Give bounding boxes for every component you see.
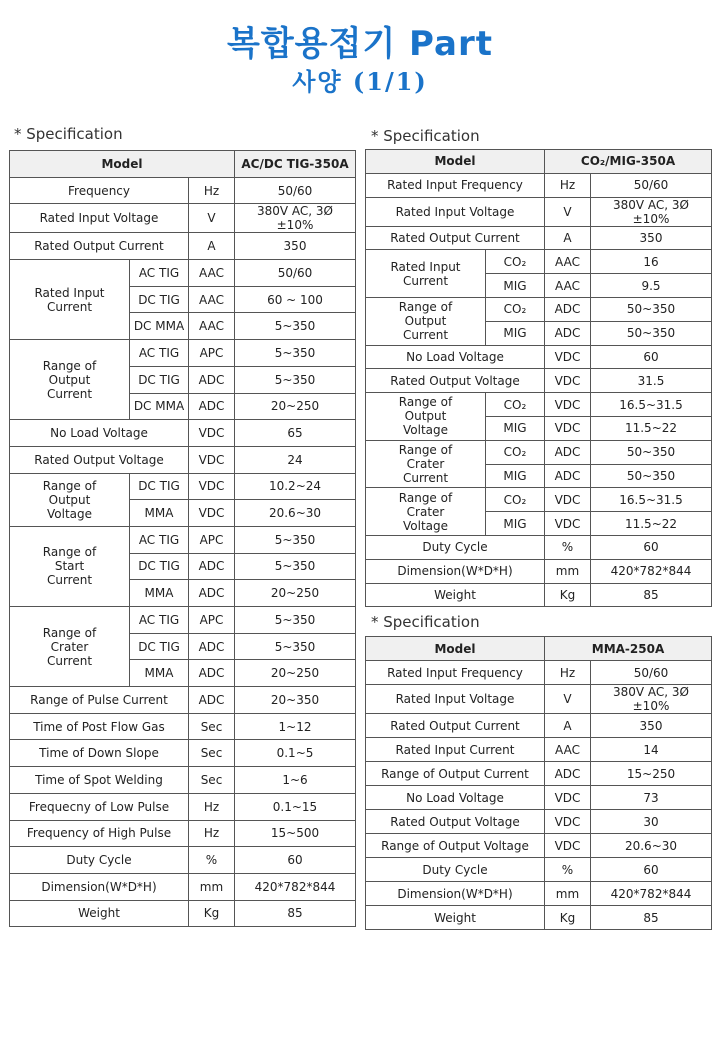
spec-value: 85 [235,900,356,927]
spec-mode: CO₂ [486,297,545,321]
spec-group-name: Range of Crater Current [10,607,130,687]
spec-name: Range of Pulse Current [10,687,189,714]
spec-name: Time of Down Slope [10,740,189,767]
table-row [10,820,356,847]
spec-mode: MIG [486,321,545,345]
spec-unit: A [545,714,591,738]
spec-name: Frequecny of Low Pulse [10,793,189,820]
table-row [10,526,356,553]
table-row [10,687,356,714]
table-row [366,297,712,321]
spec-value: 14 [591,738,712,762]
spec-name: Duty Cycle [366,858,545,882]
table-header-row [10,151,356,178]
spec-unit: Hz [189,820,235,847]
spec-mode: MIG [486,512,545,536]
model-value: AC/DC TIG-350A [235,151,356,178]
spec-value: 15~500 [235,820,356,847]
spec-unit: A [189,233,235,260]
table-row [10,340,356,367]
spec-value: 5~350 [235,313,356,340]
spec-unit: V [189,204,235,233]
table-row [366,369,712,393]
spec-value: 50~350 [591,321,712,345]
spec-value: 60 [591,858,712,882]
model-label: Model [366,150,545,174]
table-row [10,233,356,260]
spec-label-2: * Specification [371,127,480,145]
spec-value: 380V AC, 3Ø ±10% [235,204,356,233]
spec-unit: VDC [545,393,591,417]
table-row [10,873,356,900]
spec-table-mma [365,636,712,930]
table-row [366,685,712,714]
table-header-row [366,150,712,174]
spec-value: 24 [235,446,356,473]
spec-name: Rated Input Current [366,738,545,762]
spec-value: 1~12 [235,713,356,740]
spec-value: 380V AC, 3Ø ±10% [591,685,712,714]
table-row [366,393,712,417]
spec-unit: mm [545,882,591,906]
spec-unit: Hz [189,177,235,204]
spec-unit: VDC [545,834,591,858]
spec-value: 0.1~15 [235,793,356,820]
spec-unit: APC [189,340,235,367]
spec-mode: AC TIG [130,526,189,553]
table-row [366,762,712,786]
spec-unit: ADC [545,297,591,321]
spec-name: Time of Post Flow Gas [10,713,189,740]
spec-value: 350 [591,714,712,738]
table-row [10,847,356,874]
spec-mode: AC TIG [130,260,189,287]
table-row [10,607,356,634]
spec-unit: VDC [545,416,591,440]
spec-unit: % [545,535,591,559]
table-row [366,858,712,882]
spec-mode: MIG [486,416,545,440]
table-header-row [366,637,712,661]
spec-unit: mm [545,559,591,583]
spec-name: Range of Output Current [366,762,545,786]
table-row [10,177,356,204]
page-subtitle: 사양 (1/1) [292,67,428,96]
spec-value: 350 [591,226,712,250]
spec-label-1: * Specification [14,125,123,143]
spec-unit: ADC [545,321,591,345]
spec-group-name: Rated Input Current [10,260,130,340]
spec-value: 10.2~24 [235,473,356,500]
spec-value: 350 [235,233,356,260]
table-row [10,446,356,473]
spec-unit: AAC [189,313,235,340]
spec-value: 16 [591,250,712,274]
spec-value: 20~250 [235,393,356,420]
spec-value: 5~350 [235,526,356,553]
table-row [366,738,712,762]
spec-unit: ADC [545,440,591,464]
spec-value: 20.6~30 [591,834,712,858]
table-row [10,900,356,927]
spec-mode: MMA [130,500,189,527]
spec-name: Weight [366,906,545,930]
spec-value: 5~350 [235,607,356,634]
spec-name: Rated Output Voltage [10,446,189,473]
table-row [366,714,712,738]
spec-table-mig [365,149,712,607]
spec-group-name: Range of Output Voltage [366,393,486,441]
spec-name: Frequency of High Pulse [10,820,189,847]
spec-value: 5~350 [235,633,356,660]
spec-name: Rated Output Current [10,233,189,260]
spec-unit: Kg [545,906,591,930]
spec-mode: CO₂ [486,440,545,464]
spec-unit: VDC [545,488,591,512]
spec-value: 20~350 [235,687,356,714]
spec-unit: VDC [189,420,235,447]
spec-unit: A [545,226,591,250]
table-row [366,810,712,834]
spec-name: Frequency [10,177,189,204]
spec-unit: Kg [545,583,591,607]
table-row [10,767,356,794]
spec-mode: AC TIG [130,340,189,367]
spec-name: No Load Voltage [10,420,189,447]
spec-value: 85 [591,583,712,607]
spec-mode: DC TIG [130,286,189,313]
spec-value: 60 [235,847,356,874]
spec-mode: DC MMA [130,313,189,340]
table-row [366,173,712,197]
spec-unit: VDC [545,345,591,369]
spec-unit: V [545,197,591,226]
spec-name: No Load Voltage [366,786,545,810]
spec-value: 60 [591,345,712,369]
spec-unit: Sec [189,740,235,767]
spec-mode: MMA [130,580,189,607]
table-row [10,473,356,500]
spec-group-name: Range of Output Voltage [10,473,130,526]
spec-unit: ADC [189,633,235,660]
spec-value: 50/60 [591,661,712,685]
table-row [366,661,712,685]
spec-unit: AAC [189,260,235,287]
spec-unit: VDC [545,786,591,810]
spec-table-tig [9,150,356,927]
spec-name: Weight [10,900,189,927]
table-row [10,260,356,287]
spec-name: Duty Cycle [10,847,189,874]
spec-unit: % [189,847,235,874]
spec-name: Rated Input Frequency [366,173,545,197]
table-row [10,740,356,767]
spec-value: 0.1~5 [235,740,356,767]
spec-value: 16.5~31.5 [591,393,712,417]
spec-mode: AC TIG [130,607,189,634]
spec-group-name: Range of Crater Current [366,440,486,488]
table-row [366,250,712,274]
spec-value: 60 [591,535,712,559]
model-label: Model [366,637,545,661]
page-title: 복합용접기 Part [226,24,494,64]
spec-unit: VDC [545,512,591,536]
spec-unit: VDC [189,473,235,500]
spec-group-name: Range of Output Current [366,297,486,345]
spec-value: 5~350 [235,553,356,580]
spec-group-name: Range of Start Current [10,526,130,606]
spec-value: 5~350 [235,366,356,393]
spec-name: Rated Input Voltage [366,685,545,714]
table-row [366,488,712,512]
spec-mode: DC TIG [130,473,189,500]
spec-unit: VDC [545,810,591,834]
spec-name: Dimension(W*D*H) [366,559,545,583]
table-row [366,559,712,583]
spec-unit: APC [189,526,235,553]
table-row [10,204,356,233]
spec-mode: CO₂ [486,250,545,274]
spec-unit: ADC [189,660,235,687]
spec-value: 16.5~31.5 [591,488,712,512]
spec-unit: VDC [189,500,235,527]
spec-value: 5~350 [235,340,356,367]
spec-unit: ADC [189,580,235,607]
spec-group-name: Range of Crater Voltage [366,488,486,536]
spec-mode: MIG [486,464,545,488]
spec-unit: mm [189,873,235,900]
spec-unit: ADC [545,464,591,488]
spec-unit: Kg [189,900,235,927]
spec-name: Time of Spot Welding [10,767,189,794]
spec-name: Dimension(W*D*H) [10,873,189,900]
table-row [366,583,712,607]
table-row [366,226,712,250]
spec-value: 50/60 [591,173,712,197]
table-row [366,786,712,810]
spec-value: 30 [591,810,712,834]
spec-name: Rated Input Voltage [366,197,545,226]
table-row [366,882,712,906]
spec-unit: VDC [545,369,591,393]
spec-value: 1~6 [235,767,356,794]
spec-value: 15~250 [591,762,712,786]
spec-unit: Sec [189,713,235,740]
spec-unit: Hz [545,661,591,685]
model-label: Model [10,151,235,178]
spec-group-name: Range of Output Current [10,340,130,420]
spec-unit: V [545,685,591,714]
spec-unit: Hz [189,793,235,820]
spec-value: 60 ~ 100 [235,286,356,313]
spec-value: 11.5~22 [591,512,712,536]
spec-mode: CO₂ [486,488,545,512]
spec-name: Rated Output Current [366,714,545,738]
table-row [366,834,712,858]
model-value: CO₂/MIG-350A [545,150,712,174]
spec-value: 65 [235,420,356,447]
table-row [366,197,712,226]
spec-name: Duty Cycle [366,535,545,559]
spec-value: 31.5 [591,369,712,393]
spec-mode: DC TIG [130,366,189,393]
table-row [10,713,356,740]
spec-mode: CO₂ [486,393,545,417]
spec-unit: ADC [189,687,235,714]
spec-unit: VDC [189,446,235,473]
spec-unit: APC [189,607,235,634]
spec-mode: MMA [130,660,189,687]
spec-name: Range of Output Voltage [366,834,545,858]
table-row [366,440,712,464]
spec-name: Weight [366,583,545,607]
spec-name: Rated Output Voltage [366,369,545,393]
spec-name: Rated Input Frequency [366,661,545,685]
table-row [10,793,356,820]
spec-mode: DC TIG [130,553,189,580]
spec-value: 9.5 [591,274,712,298]
spec-unit: AAC [545,738,591,762]
spec-unit: % [545,858,591,882]
table-row [366,906,712,930]
model-value: MMA-250A [545,637,712,661]
spec-unit: ADC [189,366,235,393]
spec-unit: ADC [189,393,235,420]
spec-value: 11.5~22 [591,416,712,440]
spec-unit: AAC [545,274,591,298]
table-row [366,345,712,369]
spec-value: 50/60 [235,177,356,204]
spec-mode: DC TIG [130,633,189,660]
spec-name: Rated Output Current [366,226,545,250]
spec-value: 50~350 [591,440,712,464]
spec-unit: Hz [545,173,591,197]
spec-mode: DC MMA [130,393,189,420]
spec-value: 20~250 [235,660,356,687]
spec-value: 50~350 [591,464,712,488]
spec-value: 420*782*844 [591,559,712,583]
spec-unit: AAC [189,286,235,313]
table-row [10,420,356,447]
spec-unit: Sec [189,767,235,794]
spec-name: Rated Input Voltage [10,204,189,233]
spec-value: 420*782*844 [235,873,356,900]
spec-name: Rated Output Voltage [366,810,545,834]
table-row [366,535,712,559]
spec-value: 420*782*844 [591,882,712,906]
spec-value: 380V AC, 3Ø ±10% [591,197,712,226]
spec-unit: ADC [545,762,591,786]
spec-mode: MIG [486,274,545,298]
spec-value: 20.6~30 [235,500,356,527]
spec-value: 20~250 [235,580,356,607]
spec-name: No Load Voltage [366,345,545,369]
spec-group-name: Rated Input Current [366,250,486,298]
spec-unit: ADC [189,553,235,580]
spec-value: 50/60 [235,260,356,287]
spec-value: 73 [591,786,712,810]
spec-value: 85 [591,906,712,930]
spec-label-3: * Specification [371,613,480,631]
spec-unit: AAC [545,250,591,274]
spec-name: Dimension(W*D*H) [366,882,545,906]
spec-value: 50~350 [591,297,712,321]
